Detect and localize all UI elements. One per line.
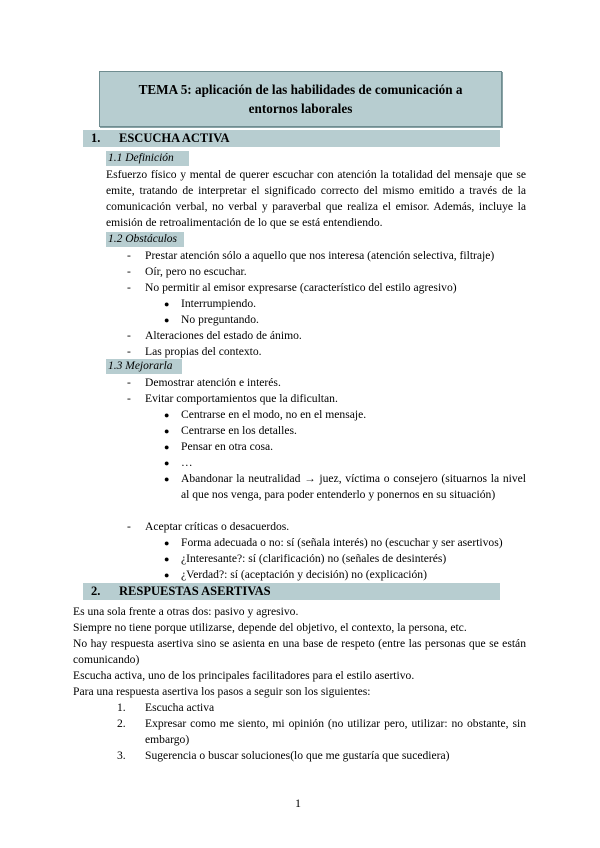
step-number: 1. [117, 701, 126, 714]
dash-bullet: - [127, 376, 131, 389]
round-bullet: ● [164, 315, 170, 325]
step-item: Sugerencia o buscar soluciones(lo que me gustaría que sucediera) [145, 749, 450, 762]
section-title: ESCUCHA ACTIVA [119, 131, 230, 145]
dash-bullet: - [127, 265, 131, 278]
list-item: Oír, pero no escuchar. [145, 265, 247, 278]
subsection-heading-definicion: 1.1 Definición [106, 151, 189, 166]
step-number: 2. [117, 717, 126, 730]
paragraph: No hay respuesta asertiva sino se asienta en una base de respeto (entre las personas que se están comunicando) [73, 637, 526, 666]
round-bullet: ● [164, 538, 170, 548]
list-item: Centrarse en los detalles. [181, 424, 297, 437]
list-item: Forma adecuada o no: sí (señala interés) no (escuchar y ser asertivos) [181, 536, 503, 549]
list-item: Evitar comportamientos que la dificultan. [145, 392, 338, 405]
paragraph-line: Siempre no tiene porque utilizarse, depende del objetivo, el contexto, la persona, etc. [73, 621, 467, 634]
list-item: No permitir al emisor expresarse (característico del estilo agresivo) [145, 281, 457, 294]
title-box [99, 71, 502, 127]
page-title: TEMA 5: aplicación de las habilidades de comunicación a entornos laborales [138, 82, 463, 116]
page-number: 1 [295, 796, 301, 810]
list-item: Demostrar atención e interés. [145, 376, 281, 389]
step-item: Escucha activa [145, 701, 215, 714]
round-bullet: ● [164, 458, 170, 468]
list-item: Las propias del contexto. [145, 345, 262, 358]
section-number: 2. [91, 584, 101, 598]
list-item: Aceptar críticas o desacuerdos. [145, 520, 290, 533]
subsection-heading-obstaculos: 1.2 Obstáculos [106, 232, 184, 247]
section-heading-1 [83, 130, 500, 147]
dash-bullet: - [127, 249, 131, 262]
dash-bullet: - [127, 329, 131, 342]
section-heading-2 [83, 583, 500, 600]
list-item: Prestar atención sólo a aquello que nos interesa (atención selectiva, filtraje) [145, 249, 495, 262]
step-number: 3. [117, 749, 126, 762]
list-item: Abandonar la neutralidad → juez, víctima o consejero (situarnos la nivel al que nos venga, para poder entenderlo y ponernos en su situación) [181, 472, 526, 501]
round-bullet: ● [164, 554, 170, 564]
list-item: Interrumpiendo. [181, 297, 257, 310]
step-item: Expresar como me siento, mi opinión (no utilizar pero, utilizar: no obstante, sin embargo) [145, 717, 526, 746]
list-item: ¿Verdad?: sí (aceptación y decisión) no (explicación) [181, 568, 427, 581]
round-bullet: ● [164, 474, 170, 484]
paragraph-line: Es una sola frente a otras dos: pasivo y agresivo. [73, 605, 299, 618]
dash-bullet: - [127, 345, 131, 358]
round-bullet: ● [164, 442, 170, 452]
list-item: Alteraciones del estado de ánimo. [145, 329, 302, 342]
round-bullet: ● [164, 410, 170, 420]
list-item: … [181, 456, 193, 469]
list-item: Pensar en otra cosa. [181, 440, 274, 453]
dash-bullet: - [127, 281, 131, 294]
definition-paragraph: Esfuerzo físico y mental de querer escuchar con atención la totalidad del mensaje que se emite, tratando de interpretar el significado correcto del mismo emitido a través de la comunicación verbal, no verbal y paraverbal que realiza el emisor. Además, incluye la emisión de retroalimentación de lo que se está entendiendo. [106, 168, 526, 229]
list-item: No preguntando. [181, 313, 259, 326]
paragraph-line: Escucha activa, uno de los principales facilitadores para el estilo asertivo. [73, 669, 415, 682]
section-number: 1. [91, 131, 101, 145]
round-bullet: ● [164, 426, 170, 436]
dash-bullet: - [127, 392, 131, 405]
subsection-heading-mejorarla: 1.3 Mejorarla [106, 359, 182, 374]
round-bullet: ● [164, 299, 170, 309]
list-item: Centrarse en el modo, no en el mensaje. [181, 408, 367, 421]
paragraph-line: Para una respuesta asertiva los pasos a seguir son los siguientes: [73, 685, 371, 698]
list-item: ¿Interesante?: sí (clarificación) no (señales de desinterés) [181, 552, 447, 565]
round-bullet: ● [164, 570, 170, 580]
section-title: RESPUESTAS ASERTIVAS [119, 584, 271, 598]
dash-bullet: - [127, 520, 131, 533]
